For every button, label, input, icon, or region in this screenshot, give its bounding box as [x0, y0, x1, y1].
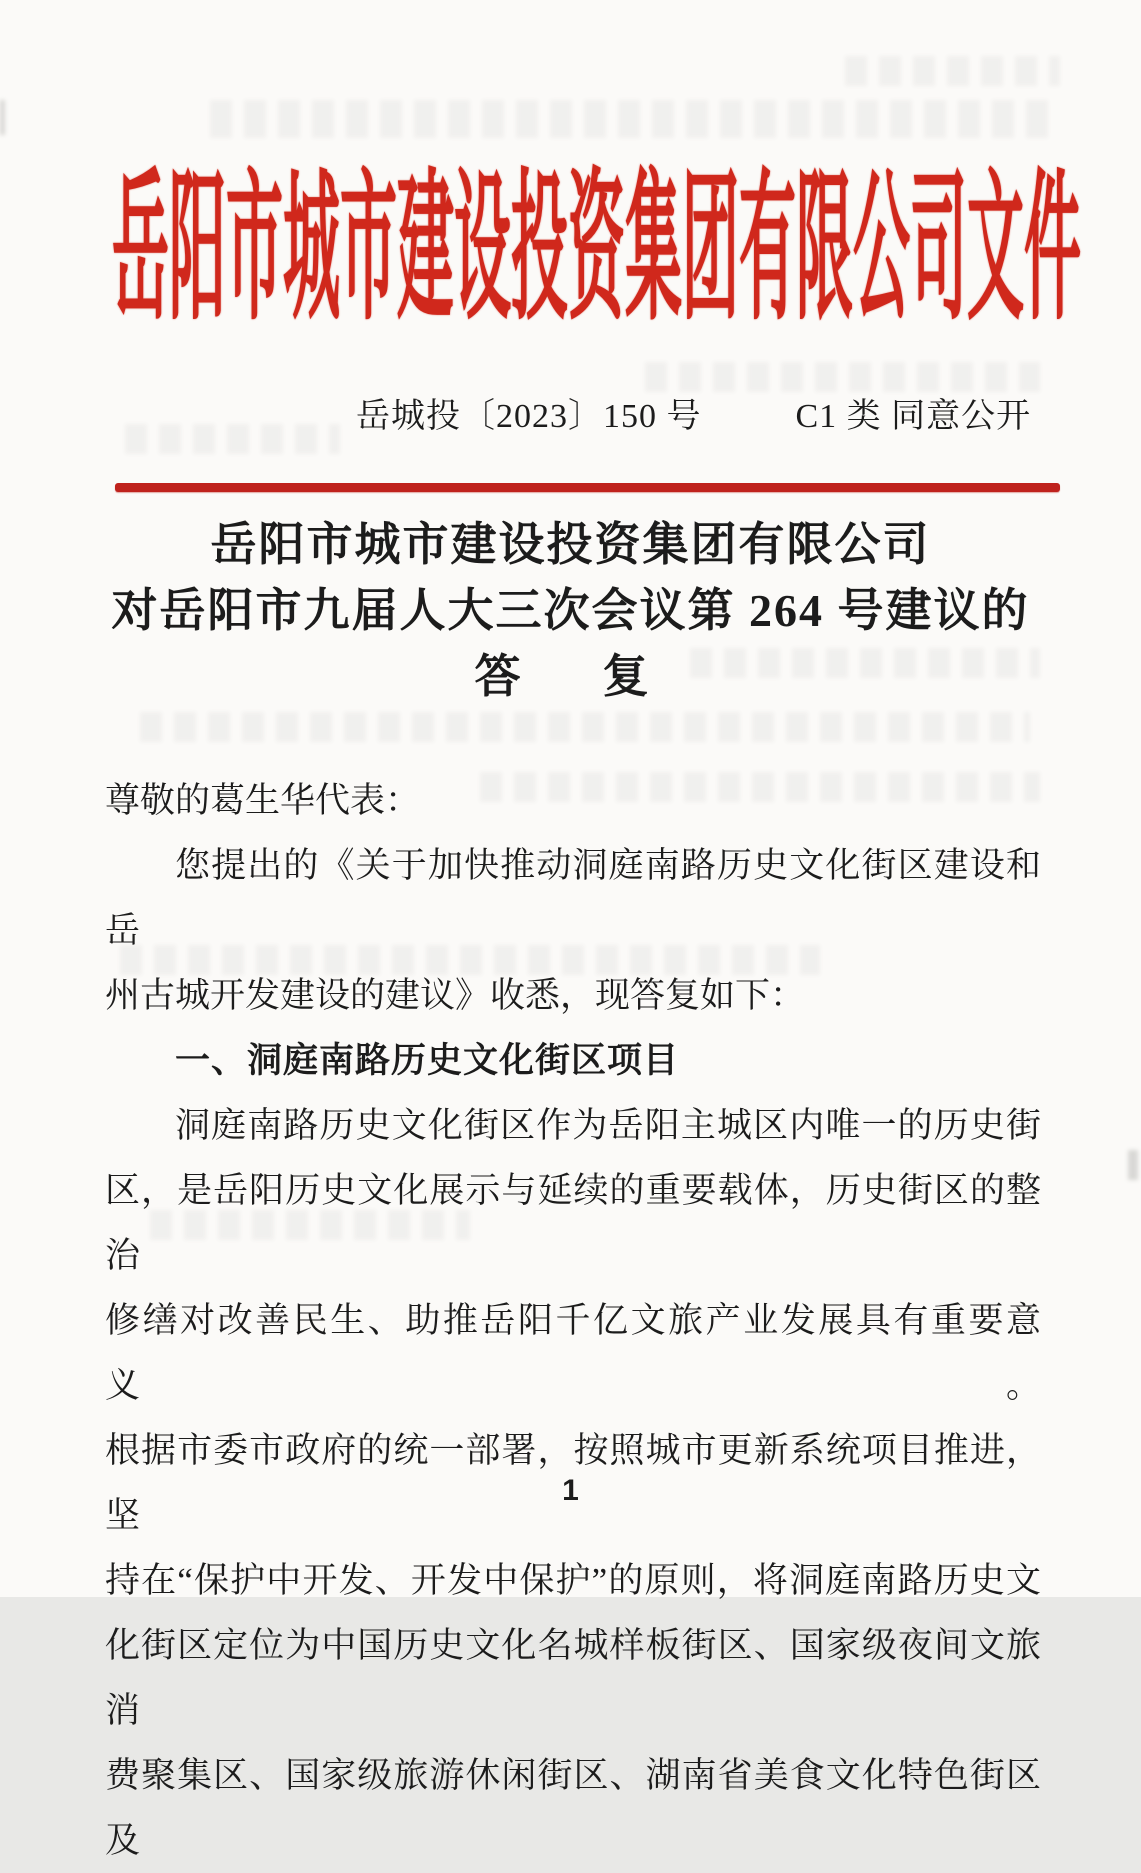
body-line: 区，是岳阳历史文化展示与延续的重要载体，历史街区的整治: [105, 1171, 1041, 1275]
document-title-line-3: 答 复: [474, 651, 667, 702]
document-body: [105, 768, 1041, 1873]
scan-edge-artifact: [1128, 1150, 1138, 1180]
section-heading: 一、洞庭南路历史文化街区项目: [175, 1041, 680, 1080]
document-meta-row: [356, 394, 1031, 440]
bleedthrough-smudge: [140, 712, 1030, 742]
body-line: 您提出的《关于加快推动洞庭南路历史文化街区建设和岳: [105, 846, 1041, 950]
salutation: 尊敬的葛生华代表：: [105, 781, 421, 820]
red-divider-rule: [115, 483, 1060, 492]
letterhead-title-text: 岳阳市城市建设投资集团有限公司文件: [112, 161, 1081, 341]
body-line: 洞庭南路历史文化街区作为岳阳主城区内唯一的历史街: [175, 1106, 1041, 1145]
document-title-line-2: 对岳阳市九届人大三次会议第 264 号建议的: [111, 585, 1030, 636]
body-line: 持在“保护中开发、开发中保护”的原则，将洞庭南路历史文: [105, 1561, 1041, 1600]
body-line: 修缮对改善民生、助推岳阳千亿文旅产业发展具有重要意义。: [105, 1301, 1041, 1405]
document-title-line-1: 岳阳市城市建设投资集团有限公司: [210, 519, 931, 570]
disclosure-classification: C1 类 同意公开: [795, 398, 1032, 435]
document-number: 岳城投〔2023〕150 号: [356, 398, 702, 435]
bleedthrough-smudge: [125, 424, 340, 454]
document-title: [0, 512, 1141, 710]
page-number: 1: [562, 1474, 579, 1507]
bleedthrough-smudge: [210, 100, 1060, 138]
body-line: 根据市委市政府的统一部署，按照城市更新系统项目推进，坚: [105, 1431, 1041, 1535]
body-line: 费聚集区、国家级旅游休闲街区、湖南省美食文化特色街区及: [105, 1756, 1041, 1860]
body-line: 州古城开发建设的建议》收悉，现答复如下：: [105, 976, 806, 1015]
bleedthrough-smudge: [645, 362, 1040, 392]
scan-edge-artifact: [0, 100, 5, 135]
body-line: 化街区定位为中国历史文化名城样板街区、国家级夜间文旅消: [105, 1626, 1041, 1730]
bleedthrough-smudge: [845, 56, 1060, 86]
letterhead: [0, 161, 1141, 341]
